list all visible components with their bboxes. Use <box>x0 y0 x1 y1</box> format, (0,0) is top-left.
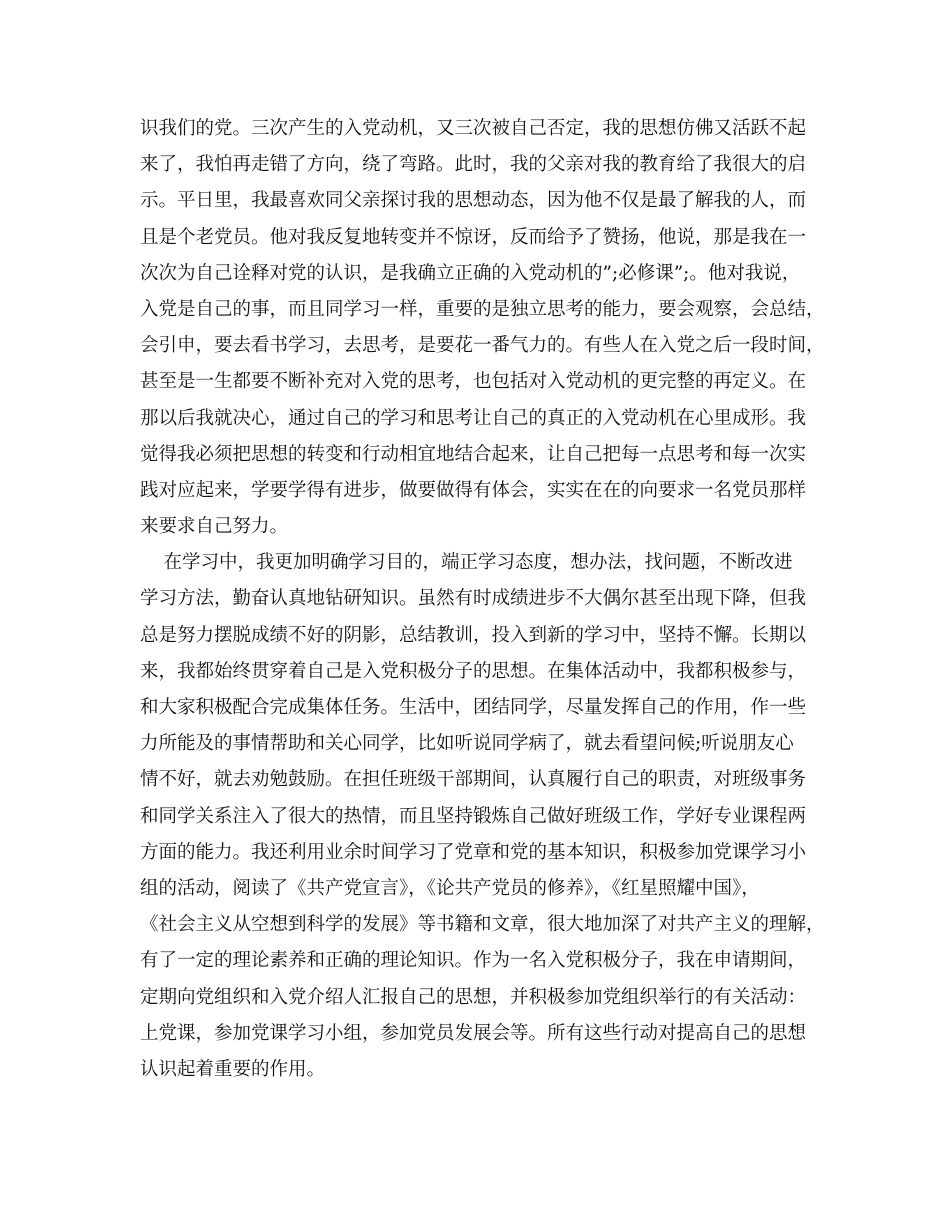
text-line: 甚至是一生都要不断补充对入党的思考，也包括对入党动机的更完整的再定义。在 <box>140 371 807 393</box>
text-line: 在学习中，我更加明确学习目的，端正学习态度，想办法，找问题，不断改进 <box>140 552 793 574</box>
paragraph-1 <box>140 111 840 545</box>
text-line: 来了，我怕再走错了方向，绕了弯路。此时，我的父亲对我的教育给了我很大的启 <box>140 154 807 176</box>
text-line: 来要求自己努力。 <box>140 516 289 538</box>
text-line: 次次为自己诠释对党的认识，是我确立正确的入党动机的”;必修课”;。他对我说， <box>140 262 801 284</box>
text-line: 组的活动，阅读了《共产党宣言》，《论共产党员的修养》，《红星照耀中国》， <box>140 877 760 899</box>
text-line: 识我们的党。三次产生的入党动机，又三次被自己否定，我的思想仿佛又活跃不起 <box>140 118 807 139</box>
text-line: 总是努力摆脱成绩不好的阴影，总结教训，投入到新的学习中，坚持不懈。长期以 <box>140 624 807 646</box>
text-line: 入党是自己的事，而且同学习一样，重要的是独立思考的能力，要会观察，会总结， <box>140 298 825 320</box>
text-line: 情不好，就去劝勉鼓励。在担任班级干部期间，认真履行自己的职责，对班级事务 <box>140 769 807 791</box>
text-line: 践对应起来，学要学得有进步，做要做得有体会，实实在在的向要求一名党员那样 <box>140 479 807 501</box>
text-line: 觉得我必须把思想的转变和行动相宜地结合起来，让自己把每一点思考和每一次实 <box>140 443 807 465</box>
text-line: 来，我都始终贯穿着自己是入党积极分子的思想。在集体活动中，我都积极参与， <box>140 660 807 682</box>
text-line: 学习方法，勤奋认真地钻研知识。虽然有时成绩进步不大偶尔甚至出现下降，但我 <box>140 588 807 610</box>
text-line: 且是个老党员。他对我反复地转变并不惊讶，反而给予了赞扬，他说，那是我在一 <box>140 226 807 248</box>
text-line: 认识起着重要的作用。 <box>140 1058 326 1080</box>
text-line: 力所能及的事情帮助和关心同学，比如听说同学病了，就去看望问候;听说朋友心 <box>140 733 794 755</box>
text-line: 示。平日里，我最喜欢同父亲探讨我的思想动态，因为他不仅是最了解我的人，而 <box>140 190 807 212</box>
document-body <box>140 111 840 1088</box>
text-line: 有了一定的理论素养和正确的理论知识。作为一名入党积极分子，我在申请期间， <box>140 950 807 972</box>
text-line: 定期向党组织和入党介绍人汇报自己的思想，并积极参加党组织举行的有关活动： <box>140 986 807 1008</box>
text-line: 那以后我就决心，通过自己的学习和思考让自己的真正的入党动机在心里成形。我 <box>140 407 807 429</box>
text-line: 和大家积极配合完成集体任务。生活中，团结同学，尽量发挥自己的作用，作一些 <box>140 697 807 718</box>
text-line: 会引申，要去看书学习，去思考，是要花一番气力的。有些人在入党之后一段时间， <box>140 335 825 357</box>
text-line: 和同学关系注入了很大的热情，而且坚持锻炼自己做好班级工作，学好专业课程两 <box>140 805 807 827</box>
text-line: 方面的能力。我还利用业余时间学习了党章和党的基本知识，积极参加党课学习小 <box>140 841 807 863</box>
paragraph-2 <box>140 545 840 1088</box>
text-line: 《社会主义从空想到科学的发展》等书籍和文章，很大地加深了对共产主义的理解， <box>140 914 825 936</box>
text-line: 上党课，参加党课学习小组，参加党员发展会等。所有这些行动对提高自己的思想 <box>140 1022 807 1044</box>
